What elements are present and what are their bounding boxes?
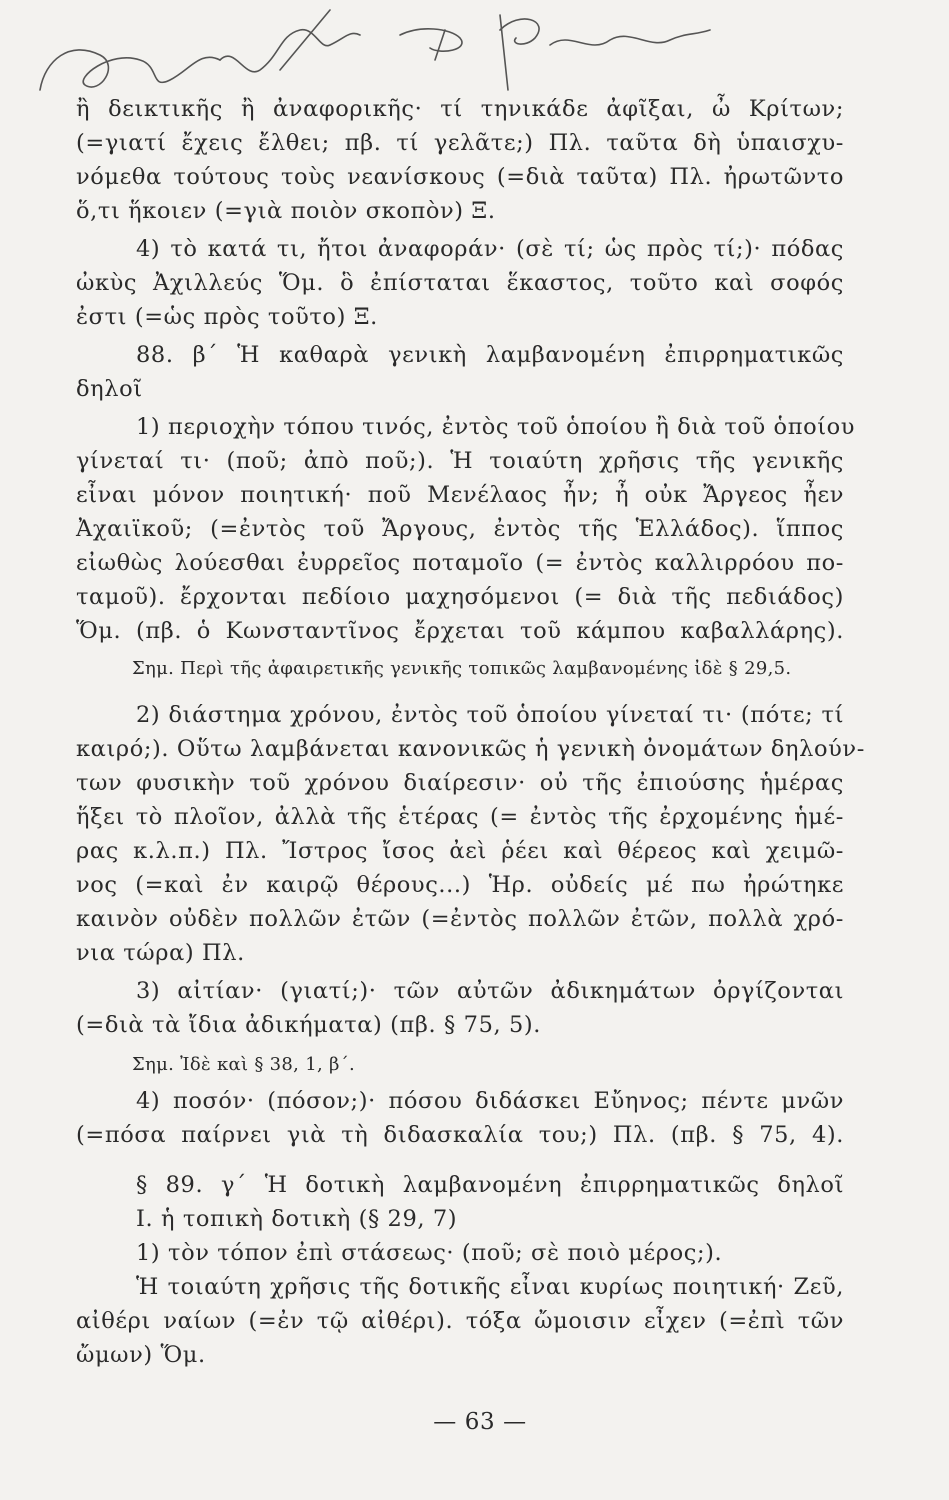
text-line: 3) αἰτίαν· (γιατί;)· τῶν αὐτῶν ἀδικημάτων ὀργίζονται bbox=[136, 978, 844, 1004]
text-line: των φυσικὴν τοῦ χρόνου διαίρεσιν· οὐ τῆς ἐπιούσης ἡμέρας bbox=[76, 770, 844, 796]
text-line: ὠκὺς Ἀχιλλεύς Ὅμ. ὃ ἐπίσταται ἕκαστος, τοῦτο καὶ σοφός bbox=[76, 270, 844, 296]
text-line: νια τώρα) Πλ. bbox=[76, 940, 245, 966]
page-number: — 63 — bbox=[433, 1409, 527, 1435]
footnote: Σημ. Περὶ τῆς ἀφαιρετικῆς γενικῆς τοπικῶς λαμβανομένης ἰδὲ § 29,5. bbox=[132, 658, 792, 679]
section-heading: 88. β΄ Ἡ καθαρὰ γενικὴ λαμβανομένη ἐπιρρηματικῶς bbox=[136, 342, 844, 368]
text-line: δηλοῖ bbox=[76, 376, 143, 402]
text-line: ταμοῦ). ἔρχονται πεδίοιο μαχησόμενοι (= διὰ τῆς πεδιάδος) bbox=[76, 584, 844, 610]
text-line: ὅ,τι ἥκοιεν (=γιὰ ποιὸν σκοπὸν) Ξ. bbox=[76, 198, 496, 224]
section-heading: § 89. γ΄ Ἡ δοτικὴ λαμβανομένη ἐπιρρηματικῶς δηλοῖ bbox=[136, 1172, 844, 1198]
text-line: εἶναι μόνον ποιητική· ποῦ Μενέλαος ἦν; ἦ οὐκ Ἄργεος ἦεν bbox=[76, 482, 844, 508]
text-line: 1) τὸν τόπον ἐπὶ στάσεως· (ποῦ; σὲ ποιὸ μέρος;). bbox=[136, 1240, 723, 1266]
text-line: νόμεθα τούτους τοὺς νεανίσκους (=διὰ ταῦτα) Πλ. ἠρωτῶντο bbox=[76, 164, 844, 190]
text-line: γίνεταί τι· (ποῦ; ἀπὸ ποῦ;). Ἡ τοιαύτη χρῆσις τῆς γενικῆς bbox=[76, 448, 844, 474]
text-line: 4) ποσόν· (πόσον;)· πόσου διδάσκει Εὔηνος; πέντε μνῶν bbox=[136, 1088, 844, 1114]
text-line: (=γιατί ἔχεις ἔλθει; πβ. τί γελᾶτε;) Πλ. ταῦτα δὴ ὑπαισχυ- bbox=[76, 130, 844, 156]
text-line: εἰωθὼς λούεσθαι ἐυρρεῖος ποταμοῖο (= ἐντὸς καλλιρρόου πο- bbox=[76, 550, 844, 576]
text-line: (=διὰ τὰ ἴδια ἀδικήματα) (πβ. § 75, 5). bbox=[76, 1012, 542, 1038]
text-line: αἰθέρι ναίων (=ἐν τῷ αἰθέρι). τόξα ὤμοισιν εἶχεν (=ἐπὶ τῶν bbox=[76, 1308, 844, 1334]
text-line: ἥξει τὸ πλοῖον, ἀλλὰ τῆς ἑτέρας (= ἐντὸς τῆς ἐρχομένης ἡμέ- bbox=[76, 804, 844, 830]
footnote: Σημ. Ἰδὲ καὶ § 38, 1, β΄. bbox=[132, 1054, 356, 1075]
text-line: Ὅμ. (πβ. ὁ Κωνσταντῖνος ἔρχεται τοῦ κάμπου καβαλλάρης). bbox=[76, 618, 844, 644]
subsection-heading: Ι. ἡ τοπικὴ δοτικὴ (§ 29, 7) bbox=[136, 1206, 458, 1232]
text-line: ἢ δεικτικῆς ἢ ἀναφορικῆς· τί τηνικάδε ἀφῖξαι, ὦ Κρίτων; bbox=[76, 96, 844, 122]
text-line: καιρό;). Οὕτω λαμβάνεται κανονικῶς ἡ γενικὴ ὀνομάτων δηλούν- bbox=[76, 736, 865, 762]
text-line: 2) διάστημα χρόνου, ἐντὸς τοῦ ὁποίου γίνεταί τι· (πότε; τί bbox=[136, 702, 844, 728]
text-line: καινὸν οὐδὲν πολλῶν ἐτῶν (=ἐντὸς πολλῶν ἐτῶν, πολλὰ χρό- bbox=[76, 906, 844, 932]
text-line: νος (=καὶ ἐν καιρῷ θέρους...) Ἡρ. οὐδείς μέ πω ἠρώτηκε bbox=[76, 872, 844, 898]
text-line: ὤμων) Ὅμ. bbox=[76, 1342, 206, 1368]
text-line: (=πόσα παίρνει γιὰ τὴ διδασκαλία του;) Πλ. (πβ. § 75, 4). bbox=[76, 1122, 844, 1148]
text-line: Ἀχαιϊκοῦ; (=ἐντὸς τοῦ Ἄργους, ἐντὸς τῆς Ἑλλάδος). ἵππος bbox=[76, 516, 844, 542]
text-line: 4) τὸ κατά τι, ἤτοι ἀναφοράν· (σὲ τί; ὡς πρὸς τί;)· πόδας bbox=[136, 236, 844, 262]
text-line: ἐστι (=ὡς πρὸς τοῦτο) Ξ. bbox=[76, 304, 378, 330]
text-line: 1) περιοχὴν τόπου τινός, ἐντὸς τοῦ ὁποίου ἢ διὰ τοῦ ὁποίου bbox=[136, 414, 856, 440]
text-line: Ἡ τοιαύτη χρῆσις τῆς δοτικῆς εἶναι κυρίως ποιητική· Ζεῦ, bbox=[136, 1274, 844, 1300]
text-line: ρας κ.λ.π.) Πλ. Ἴστρος ἴσος ἀεὶ ῥέει καὶ θέρεος καὶ χειμῶ- bbox=[76, 838, 844, 864]
